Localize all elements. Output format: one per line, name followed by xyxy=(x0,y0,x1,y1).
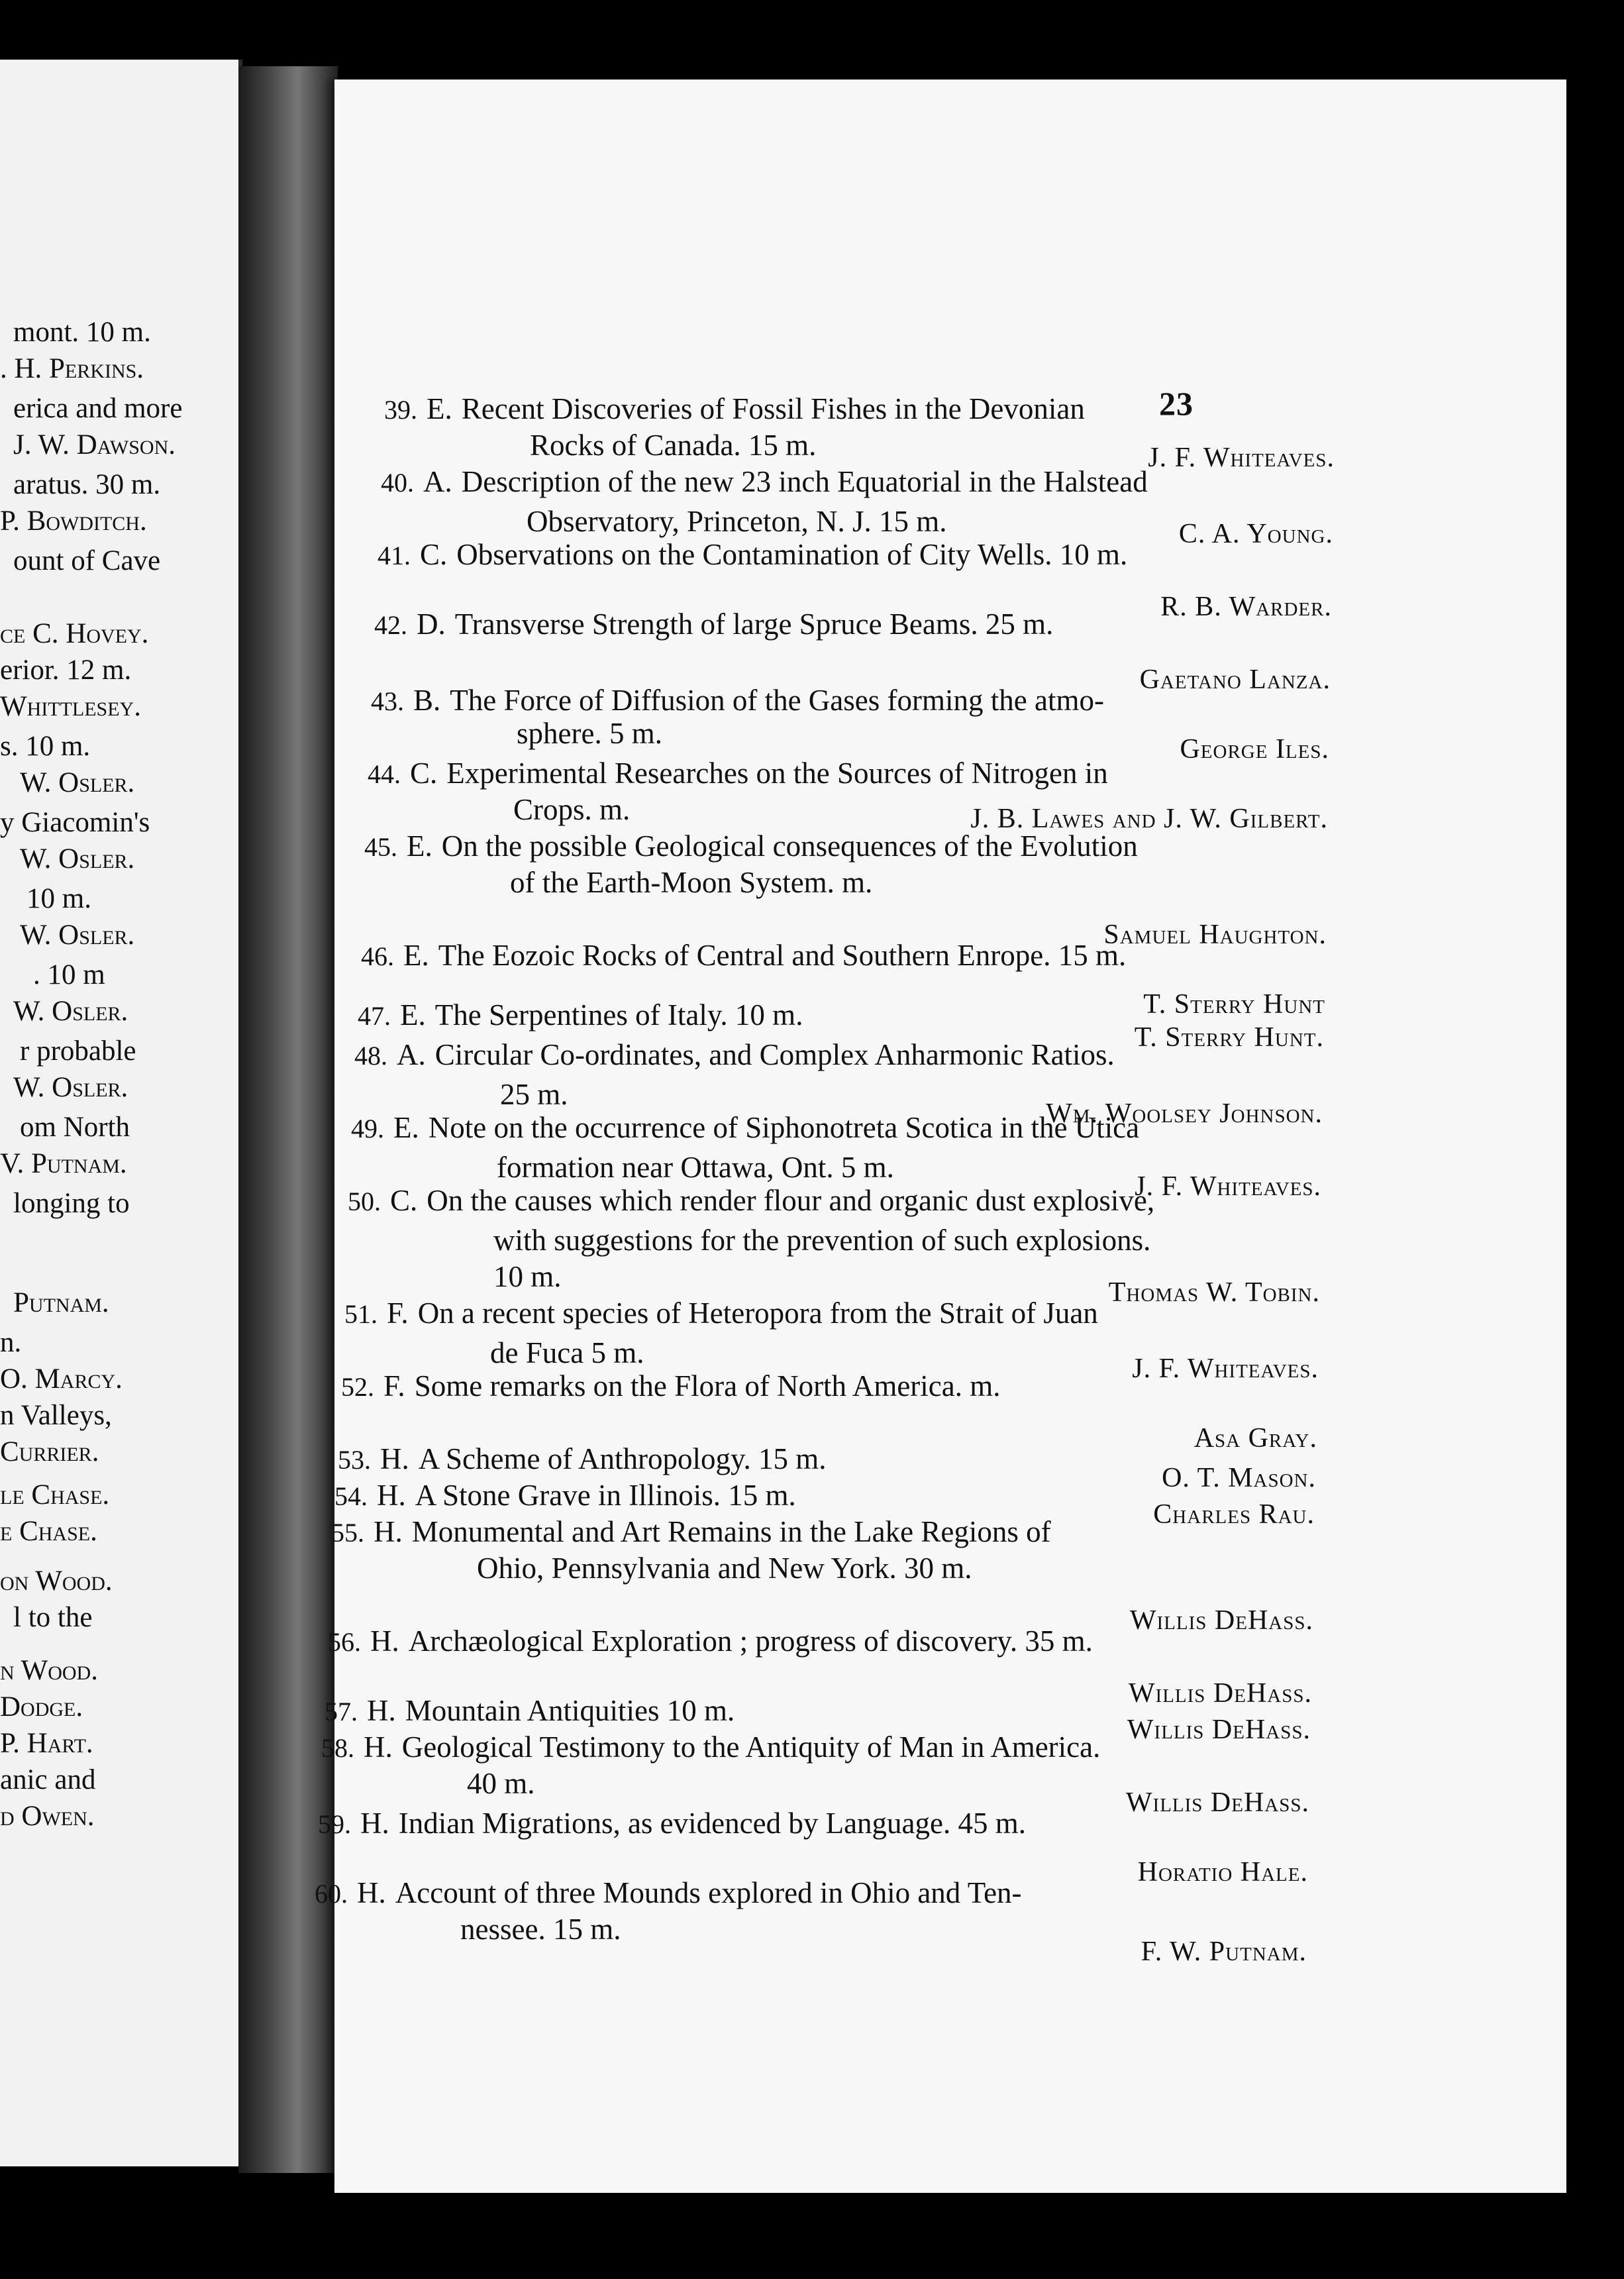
entry-title-line xyxy=(378,540,1127,570)
entry-continuation-line: with suggestions for the prevention of such explosions. xyxy=(493,1224,1151,1257)
entry-section-letter: B. xyxy=(413,684,441,717)
entry-title-text: Note on the occurrence of Siphonotreta Scotica in the Utica xyxy=(428,1111,1140,1144)
entry-section-letter: E. xyxy=(427,392,452,425)
left-page-line: O. Marcy. xyxy=(0,1363,123,1395)
left-page-line: anic and xyxy=(0,1764,96,1795)
previous-page-fragment xyxy=(0,60,242,2166)
left-page-line: l to the xyxy=(13,1602,93,1633)
entry-section-letter: H. xyxy=(360,1807,389,1840)
left-page-line: om North xyxy=(20,1112,130,1143)
entry-title-line xyxy=(384,394,1085,424)
left-page-line: e Chase. xyxy=(0,1516,97,1547)
entry-title-line xyxy=(351,1113,1139,1143)
entry-title-text: A Scheme of Anthropology. 15 m. xyxy=(418,1442,827,1475)
entry-section-letter: E. xyxy=(400,998,426,1032)
entry-title-text: Indian Migrations, as evidenced by Language. 45 m. xyxy=(398,1807,1026,1840)
entry-continuation-line: of the Earth-Moon System. m. xyxy=(510,866,873,899)
entry-title-line xyxy=(358,1000,803,1030)
entry-section-letter: H. xyxy=(370,1624,399,1658)
left-page-line: ce C. Hovey. xyxy=(0,618,149,649)
left-page-line: d Owen. xyxy=(0,1801,95,1832)
entry-section-letter: H. xyxy=(380,1442,409,1475)
entry-author: O. T. Mason. xyxy=(1162,1463,1316,1493)
entry-section-letter: C. xyxy=(390,1184,418,1217)
left-page-line: n. xyxy=(0,1327,22,1358)
entry-title-line xyxy=(318,1809,1026,1838)
entry-number: 49. xyxy=(351,1114,384,1143)
page-gutter-shadow xyxy=(238,66,338,2173)
left-page-line: mont. 10 m. xyxy=(13,317,151,348)
entry-continuation-line: Rocks of Canada. 15 m. xyxy=(530,429,817,462)
entry-continuation-line: Ohio, Pennsylvania and New York. 30 m. xyxy=(477,1552,972,1585)
entry-section-letter: H. xyxy=(364,1730,393,1764)
entry-section-letter: H. xyxy=(367,1694,396,1727)
entry-section-letter: H. xyxy=(377,1479,406,1512)
left-page-line: ount of Cave xyxy=(13,545,161,576)
entry-section-letter: E. xyxy=(403,939,429,972)
entry-number: 60. xyxy=(315,1879,348,1909)
entry-number: 54. xyxy=(334,1481,368,1511)
entry-title-text: Description of the new 23 inch Equatorial in the Halstead xyxy=(461,465,1148,498)
entry-author: R. B. Warder. xyxy=(1160,592,1332,622)
entry-number: 50. xyxy=(348,1187,381,1216)
main-page xyxy=(315,80,1566,2193)
entry-continuation-line: 40 m. xyxy=(467,1767,535,1800)
left-page-line: s. 10 m. xyxy=(0,731,91,762)
left-page-line: le Chase. xyxy=(0,1479,110,1510)
entry-author: Wm. Woolsey Johnson. xyxy=(1046,1098,1323,1129)
entry-title-line xyxy=(321,1732,1100,1762)
entry-author: C. A. Young. xyxy=(1178,519,1333,549)
entry-author: Willis DeHass. xyxy=(1129,1605,1313,1636)
left-page-line: Currier. xyxy=(0,1436,99,1467)
left-page-line: longing to xyxy=(13,1188,130,1219)
entry-author: Willis DeHass. xyxy=(1127,1715,1311,1745)
entry-section-letter: F. xyxy=(383,1369,405,1403)
entry-title-text: Experimental Researches on the Sources of Nitrogen in xyxy=(446,757,1108,790)
entry-title-text: Geological Testimony to the Antiquity of Man in America. xyxy=(401,1730,1101,1764)
entry-title-text: A Stone Grave in Illinois. 15 m. xyxy=(415,1479,796,1512)
entry-author: Horatio Hale. xyxy=(1137,1857,1308,1887)
entry-continuation-line: formation near Ottawa, Ont. 5 m. xyxy=(497,1151,894,1184)
entry-continuation-line: 10 m. xyxy=(493,1260,562,1293)
left-page-line: W. Osler. xyxy=(20,843,135,874)
entry-number: 53. xyxy=(338,1445,371,1475)
entry-title-line xyxy=(344,1298,1098,1328)
entry-continuation-line: Crops. m. xyxy=(513,793,631,826)
left-page-line: n Wood. xyxy=(0,1655,98,1686)
entry-continuation-line: Observatory, Princeton, N. J. 15 m. xyxy=(527,505,947,538)
entry-continuation-line: 25 m. xyxy=(500,1078,568,1111)
left-page-line: W. Osler. xyxy=(20,920,135,951)
left-page-line: P. Hart. xyxy=(0,1728,93,1759)
left-page-line: W. Osler. xyxy=(20,767,135,798)
entry-title-line xyxy=(364,831,1138,861)
entry-number: 46. xyxy=(361,941,394,971)
entry-title-text: Transverse Strength of large Spruce Beams. 25 m. xyxy=(454,608,1054,641)
entry-title-text: The Eozoic Rocks of Central and Southern Enrope. 15 m. xyxy=(438,939,1127,972)
entry-number: 45. xyxy=(364,832,397,862)
entry-title-text: The Force of Diffusion of the Gases forming the atmo- xyxy=(450,684,1104,717)
left-page-line: Whittlesey. xyxy=(0,691,141,722)
entry-author: J. F. Whiteaves. xyxy=(1132,1353,1319,1384)
entry-author: Willis DeHass. xyxy=(1128,1678,1312,1709)
entry-number: 40. xyxy=(381,468,414,498)
left-page-line: erica and more xyxy=(13,393,183,424)
entry-title-text: Account of three Mounds explored in Ohio and Ten- xyxy=(395,1876,1022,1909)
entry-title-text: Recent Discoveries of Fossil Fishes in the Devonian xyxy=(461,392,1085,425)
left-page-line: aratus. 30 m. xyxy=(13,469,161,500)
entry-section-letter: E. xyxy=(407,829,432,863)
left-page-line: r probable xyxy=(20,1035,136,1067)
left-page-line: y Giacomin's xyxy=(0,807,150,838)
entry-author: Willis DeHass. xyxy=(1125,1787,1309,1818)
entry-author: Thomas W. Tobin. xyxy=(1108,1277,1320,1308)
entry-section-letter: F. xyxy=(387,1297,409,1330)
left-page-line: . H. Perkins. xyxy=(0,353,144,384)
left-page-line: Dodge. xyxy=(0,1691,83,1722)
entry-title-text: Circular Co-ordinates, and Complex Anharmonic Ratios. xyxy=(434,1038,1115,1071)
entry-number: 52. xyxy=(341,1372,374,1402)
entry-title-line xyxy=(348,1186,1154,1216)
entry-title-line xyxy=(368,759,1108,788)
entry-section-letter: D. xyxy=(417,608,446,641)
left-page-line: P. Bowditch. xyxy=(0,505,147,537)
entry-title-line xyxy=(374,610,1053,639)
entry-author: Charles Rau. xyxy=(1153,1499,1315,1530)
left-page-line: V. Putnam. xyxy=(0,1148,127,1179)
entry-section-letter: E. xyxy=(393,1111,419,1144)
page-number: 23 xyxy=(1159,385,1193,422)
left-page-line: W. Osler. xyxy=(13,996,128,1027)
entry-title-text: On the possible Geological consequences of the Evolution xyxy=(441,829,1138,863)
entry-author: T. Sterry Hunt. xyxy=(1134,1022,1324,1053)
left-page-line: W. Osler. xyxy=(13,1072,128,1103)
entry-title-text: Mountain Antiquities 10 m. xyxy=(405,1694,735,1727)
entry-number: 56. xyxy=(328,1627,361,1657)
entry-number: 59. xyxy=(318,1809,351,1839)
entry-title-line xyxy=(315,1878,1022,1908)
entry-number: 47. xyxy=(358,1001,391,1031)
entry-title-line xyxy=(331,1517,1051,1547)
entry-title-line xyxy=(334,1481,796,1510)
entry-title-line xyxy=(338,1444,827,1474)
entry-author: Samuel Haughton. xyxy=(1103,920,1327,950)
left-page-line: on Wood. xyxy=(0,1565,113,1597)
entry-title-line xyxy=(371,686,1104,716)
entry-author: George Iles. xyxy=(1180,734,1329,765)
entry-number: 44. xyxy=(368,759,401,789)
left-page-line: 10 m. xyxy=(26,883,91,914)
entry-number: 43. xyxy=(371,686,404,716)
entry-section-letter: C. xyxy=(420,538,448,571)
entry-section-letter: A. xyxy=(397,1038,426,1071)
entry-title-line xyxy=(381,467,1148,497)
entry-title-text: On a recent species of Heteropora from the Strait of Juan xyxy=(417,1297,1098,1330)
entry-number: 39. xyxy=(384,395,417,425)
entry-section-letter: A. xyxy=(423,465,452,498)
entry-title-text: Monumental and Art Remains in the Lake Regions of xyxy=(411,1515,1051,1548)
entry-continuation-line: sphere. 5 m. xyxy=(517,717,662,750)
entry-section-letter: H. xyxy=(374,1515,403,1548)
entry-author: T. Sterry Hunt xyxy=(1143,989,1325,1020)
entry-title-text: Observations on the Contamination of City Wells. 10 m. xyxy=(456,538,1128,571)
left-page-line: . 10 m xyxy=(33,959,105,990)
entry-title-text: On the causes which render flour and organic dust explosive, xyxy=(427,1184,1155,1217)
entry-number: 55. xyxy=(331,1518,364,1548)
entry-author: J. F. Whiteaves. xyxy=(1148,443,1335,473)
entry-title-line xyxy=(354,1040,1115,1070)
entry-title-line xyxy=(361,941,1126,971)
left-page-line: erior. 12 m. xyxy=(0,655,132,686)
entry-title-text: The Serpentines of Italy. 10 m. xyxy=(434,998,803,1032)
entry-author: J. B. Lawes and J. W. Gilbert. xyxy=(970,804,1328,834)
left-page-line: Putnam. xyxy=(13,1287,109,1318)
entry-author: F. W. Putnam. xyxy=(1141,1936,1307,1967)
entry-section-letter: H. xyxy=(357,1876,386,1909)
entry-title-line xyxy=(325,1696,735,1726)
entry-title-line xyxy=(341,1371,1000,1401)
left-page-line: n Valleys, xyxy=(0,1400,112,1431)
entry-continuation-line: de Fuca 5 m. xyxy=(490,1336,644,1369)
entry-continuation-line: nessee. 15 m. xyxy=(460,1913,621,1946)
entry-author: J. F. Whiteaves. xyxy=(1135,1171,1321,1202)
entry-title-text: Some remarks on the Flora of North America. m. xyxy=(414,1369,1001,1403)
entry-title-line xyxy=(328,1626,1093,1656)
entry-section-letter: C. xyxy=(410,757,438,790)
entry-number: 58. xyxy=(321,1733,354,1763)
entry-author: Gaetano Lanza. xyxy=(1139,664,1331,695)
entry-number: 41. xyxy=(378,541,411,570)
entry-number: 42. xyxy=(374,610,407,640)
entry-title-text: Archæological Exploration ; progress of discovery. 35 m. xyxy=(408,1624,1093,1658)
entry-author: Asa Gray. xyxy=(1193,1423,1317,1454)
left-page-line: J. W. Dawson. xyxy=(13,429,176,460)
entry-number: 48. xyxy=(354,1041,387,1071)
entry-number: 51. xyxy=(344,1299,378,1329)
entry-number: 57. xyxy=(325,1697,358,1726)
